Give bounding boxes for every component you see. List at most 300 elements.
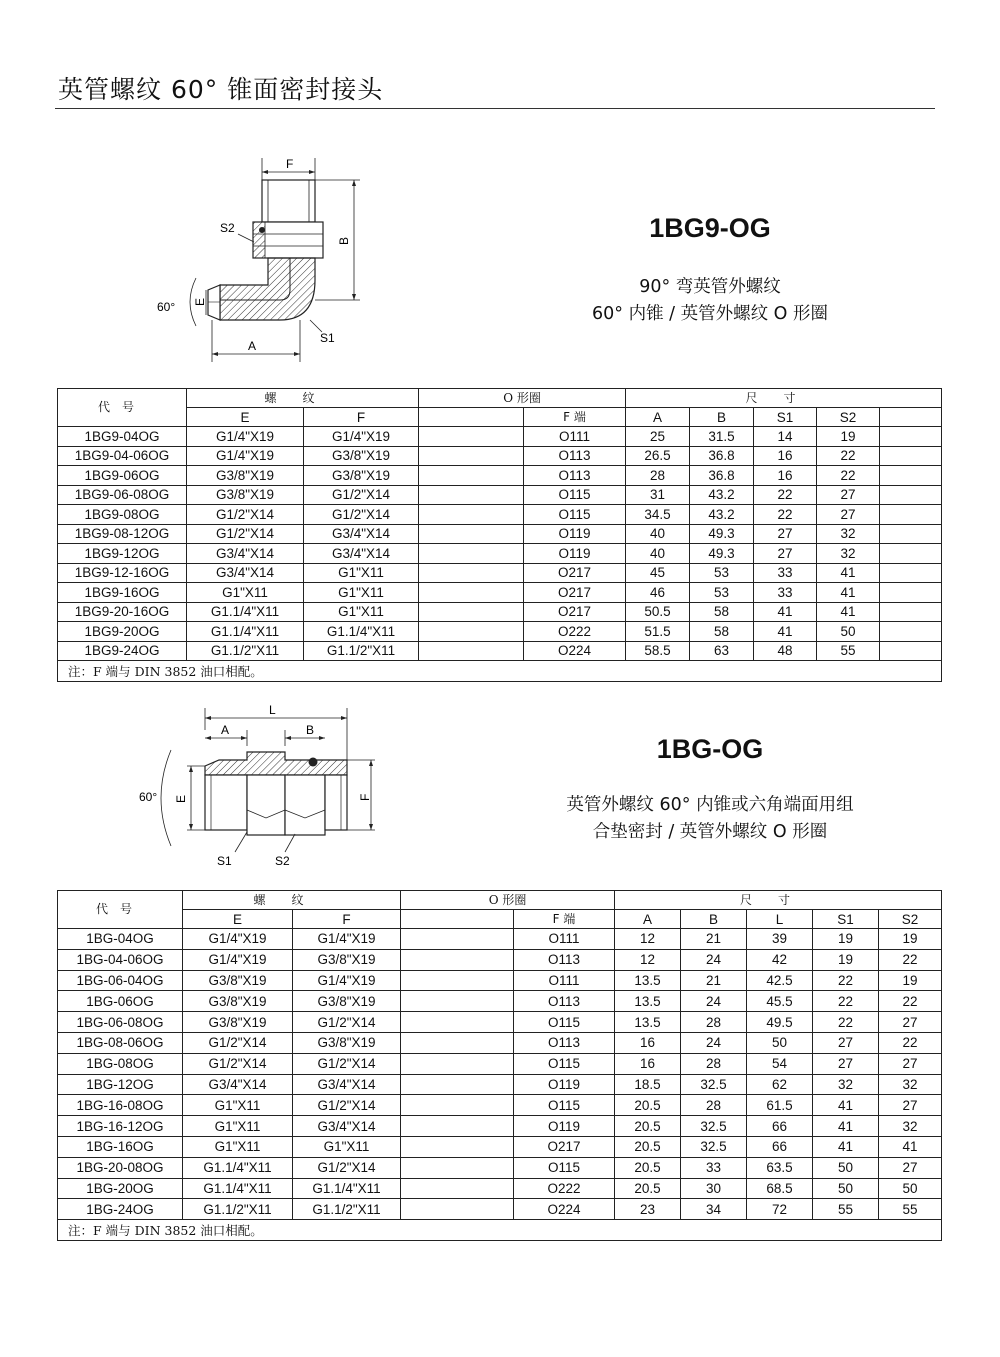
spec-table-1bg9-og — [57, 388, 942, 682]
table-cell-blank — [401, 970, 514, 991]
table-cell: O224 — [514, 1199, 615, 1220]
table-cell: G1.1/4"X11 — [304, 622, 419, 642]
table-cell: G1/2"X14 — [304, 505, 419, 525]
table-cell: 16 — [615, 1032, 681, 1053]
table-cell: O119 — [514, 1074, 615, 1095]
table-cell: 22 — [813, 970, 879, 991]
table-cell: 19 — [813, 929, 879, 950]
table-cell: 41 — [817, 563, 880, 583]
table-cell: G3/8"X19 — [183, 991, 293, 1012]
table-row — [58, 1012, 942, 1033]
table-row — [58, 1199, 942, 1220]
table-cell: 36.8 — [690, 466, 754, 486]
table-cell: 30 — [681, 1178, 747, 1199]
table-cell: 42.5 — [747, 970, 813, 991]
table-cell: 1BG-06OG — [58, 991, 183, 1012]
table-cell: 1BG9-20OG — [58, 622, 187, 642]
spec-table-1bg-og — [57, 890, 942, 1241]
model-1bg9-og: 1BG9-OG — [649, 213, 771, 243]
dim-label-A: A — [248, 339, 257, 353]
table-cell-blank — [401, 991, 514, 1012]
table-row — [58, 1157, 942, 1178]
dim-label-S1: S1 — [217, 854, 232, 868]
table-cell-blank — [880, 622, 942, 642]
table-cell: 53 — [690, 583, 754, 603]
table-cell-blank — [880, 446, 942, 466]
table-cell: 16 — [754, 466, 817, 486]
dim-label-E: E — [174, 794, 188, 803]
table-cell-blank — [880, 427, 942, 447]
table-cell: 28 — [681, 1012, 747, 1033]
table-cell: 41 — [813, 1095, 879, 1116]
table-cell: 27 — [879, 1095, 942, 1116]
table-cell: 22 — [817, 446, 880, 466]
dim-label-S2: S2 — [220, 221, 235, 235]
header-oring: O 形圈 — [419, 389, 626, 408]
table-row — [58, 991, 942, 1012]
table-cell: 22 — [879, 991, 942, 1012]
table-cell: 41 — [879, 1136, 942, 1157]
table-cell: O111 — [524, 427, 626, 447]
table-row — [58, 622, 942, 642]
table-cell-blank — [880, 583, 942, 603]
header-blank — [401, 910, 514, 929]
table-cell: 22 — [813, 991, 879, 1012]
table-cell: 41 — [754, 602, 817, 622]
table-cell: 1BG9-08OG — [58, 505, 187, 525]
table-cell: G1/2"X14 — [187, 505, 304, 525]
table-row — [58, 949, 942, 970]
table-cell: 51.5 — [626, 622, 690, 642]
table-cell-blank — [880, 641, 942, 661]
table-cell: 1BG9-04-06OG — [58, 446, 187, 466]
table-cell: 27 — [813, 1032, 879, 1053]
header-dims: 尺寸 — [626, 389, 942, 408]
table-cell: 63.5 — [747, 1157, 813, 1178]
table-cell: O113 — [514, 949, 615, 970]
table-cell: G1"X11 — [304, 563, 419, 583]
table-cell: 41 — [813, 1136, 879, 1157]
table-cell: 50.5 — [626, 602, 690, 622]
table-cell: 33 — [681, 1157, 747, 1178]
header-F: F — [293, 910, 401, 929]
table-cell: 22 — [879, 1032, 942, 1053]
table-row — [58, 446, 942, 466]
table-cell: O217 — [514, 1136, 615, 1157]
table-cell: 66 — [747, 1116, 813, 1137]
table-cell: O113 — [524, 466, 626, 486]
table-cell: 28 — [626, 466, 690, 486]
angle-label: 60° — [139, 790, 158, 804]
table-cell: 49.3 — [690, 544, 754, 564]
table-cell: G1.1/4"X11 — [183, 1157, 293, 1178]
table-note: 注：F 端与 DIN 3852 油口相配。 — [58, 661, 942, 682]
table-cell: 22 — [879, 949, 942, 970]
table-row — [58, 583, 942, 603]
table-row — [58, 505, 942, 525]
table-cell: G3/8"X19 — [293, 949, 401, 970]
table-cell-blank — [419, 563, 524, 583]
table-cell: 24 — [681, 949, 747, 970]
table-cell: 45.5 — [747, 991, 813, 1012]
table-cell-blank — [401, 1074, 514, 1095]
model-1bg-og: 1BG-OG — [656, 734, 764, 764]
table-cell: 1BG9-04OG — [58, 427, 187, 447]
table-cell: G1.1/2"X11 — [187, 641, 304, 661]
table-cell: 61.5 — [747, 1095, 813, 1116]
table-cell-blank — [419, 466, 524, 486]
header-S2: S2 — [817, 408, 880, 427]
table-cell: G3/4"X14 — [187, 544, 304, 564]
table-cell: 36.8 — [690, 446, 754, 466]
table-cell: O111 — [514, 970, 615, 991]
table-cell: 58.5 — [626, 641, 690, 661]
table-cell: 21 — [681, 929, 747, 950]
table-cell: 40 — [626, 524, 690, 544]
table-cell-blank — [401, 929, 514, 950]
table-cell: 19 — [817, 427, 880, 447]
table-row — [58, 1095, 942, 1116]
table-cell: 1BG9-12-16OG — [58, 563, 187, 583]
table-cell: 32 — [879, 1074, 942, 1095]
table-row — [58, 524, 942, 544]
table-cell: 12 — [615, 949, 681, 970]
table-cell-blank — [401, 1116, 514, 1137]
table-cell: G1/2"X14 — [183, 1032, 293, 1053]
table-cell: 50 — [813, 1178, 879, 1199]
header-F-end: F 端 — [524, 408, 626, 427]
table-cell: 55 — [813, 1199, 879, 1220]
table-cell: 18.5 — [615, 1074, 681, 1095]
table-cell: 34.5 — [626, 505, 690, 525]
table-cell: G1/4"X19 — [293, 970, 401, 991]
table-cell: 1BG-04OG — [58, 929, 183, 950]
table-cell: G1/2"X14 — [293, 1157, 401, 1178]
table-cell: 1BG-04-06OG — [58, 949, 183, 970]
table-cell: 41 — [813, 1116, 879, 1137]
table-cell-blank — [880, 466, 942, 486]
table-cell-blank — [419, 485, 524, 505]
header-B: B — [690, 408, 754, 427]
table-cell: 24 — [681, 1032, 747, 1053]
header-blank — [419, 408, 524, 427]
dim-label-F: F — [358, 793, 372, 801]
table-cell-blank — [419, 446, 524, 466]
table-row — [58, 485, 942, 505]
table-cell: G3/4"X14 — [187, 563, 304, 583]
table-cell: G1.1/4"X11 — [187, 622, 304, 642]
section2-desc-line1: 英管外螺纹 60° 内锥或六角端面用组 — [566, 795, 854, 815]
table-cell: 1BG-06-08OG — [58, 1012, 183, 1033]
table-cell: G1/4"X19 — [187, 427, 304, 447]
dim-label-B: B — [306, 723, 315, 737]
table-cell-blank — [419, 602, 524, 622]
table-cell: 50 — [879, 1178, 942, 1199]
table-cell: 45 — [626, 563, 690, 583]
table-row — [58, 427, 942, 447]
table-cell: G1/2"X14 — [293, 1053, 401, 1074]
table-cell: 1BG-12OG — [58, 1074, 183, 1095]
table-cell: G1"X11 — [183, 1136, 293, 1157]
table-cell: 27 — [754, 524, 817, 544]
header-S2: S2 — [879, 910, 942, 929]
table-cell: G1.1/2"X11 — [183, 1199, 293, 1220]
table-row — [58, 544, 942, 564]
dim-label-L: L — [269, 703, 276, 717]
table-cell: 32 — [817, 544, 880, 564]
table-cell: 19 — [879, 929, 942, 950]
table-cell: 50 — [813, 1157, 879, 1178]
table-cell: 41 — [754, 622, 817, 642]
table-cell: G1/4"X19 — [187, 446, 304, 466]
table-cell: O217 — [524, 563, 626, 583]
header-blank — [880, 408, 942, 427]
dim-label-S1: S1 — [320, 331, 335, 345]
table-cell: G3/4"X14 — [293, 1074, 401, 1095]
table-cell: O217 — [524, 583, 626, 603]
table-cell-blank — [880, 602, 942, 622]
table-cell: 62 — [747, 1074, 813, 1095]
table-cell: 20.5 — [615, 1095, 681, 1116]
table-cell: O111 — [514, 929, 615, 950]
table-row — [58, 466, 942, 486]
table-cell: G1/4"X19 — [183, 929, 293, 950]
table-cell: 12 — [615, 929, 681, 950]
table-cell: 28 — [681, 1095, 747, 1116]
table-cell-blank — [880, 485, 942, 505]
table-cell: 72 — [747, 1199, 813, 1220]
table-cell: O115 — [514, 1095, 615, 1116]
dim-label-B: B — [337, 236, 351, 245]
header-oring: O 形圈 — [401, 891, 615, 910]
table-cell-blank — [401, 1157, 514, 1178]
section1-desc-line2: 60° 内锥 / 英管外螺纹 O 形圈 — [591, 304, 828, 324]
table-row — [58, 1116, 942, 1137]
table-cell: 1BG9-08-12OG — [58, 524, 187, 544]
table-cell: O119 — [524, 544, 626, 564]
elbow-fitting-drawing — [150, 150, 370, 370]
table-row — [58, 1136, 942, 1157]
table-cell: G3/8"X19 — [293, 991, 401, 1012]
table-cell-blank — [401, 1178, 514, 1199]
table-cell: 41 — [817, 602, 880, 622]
table-cell: G1/2"X14 — [187, 524, 304, 544]
table-row — [58, 929, 942, 950]
header-F-end: F 端 — [514, 910, 615, 929]
table-cell: G3/8"X19 — [187, 466, 304, 486]
table-cell: 49.5 — [747, 1012, 813, 1033]
table-row — [58, 970, 942, 991]
table-cell: O115 — [514, 1157, 615, 1178]
table-cell-blank — [419, 544, 524, 564]
table-cell: 39 — [747, 929, 813, 950]
table-cell: 33 — [754, 563, 817, 583]
table-cell: 32.5 — [681, 1116, 747, 1137]
table-cell-blank — [419, 583, 524, 603]
table-cell: 32 — [879, 1116, 942, 1137]
table-cell: 16 — [615, 1053, 681, 1074]
table-cell: 1BG-08OG — [58, 1053, 183, 1074]
table-row — [58, 1178, 942, 1199]
table-cell: G1.1/4"X11 — [187, 602, 304, 622]
table-cell: 58 — [690, 622, 754, 642]
section2-desc-line2: 合垫密封 / 英管外螺纹 O 形圈 — [592, 822, 828, 842]
table-cell: 53 — [690, 563, 754, 583]
table-cell: 22 — [754, 485, 817, 505]
table-row — [58, 641, 942, 661]
table-cell: 58 — [690, 602, 754, 622]
dim-label-A: A — [221, 723, 230, 737]
table-cell: 33 — [754, 583, 817, 603]
table-cell: 27 — [879, 1012, 942, 1033]
header-L: L — [747, 910, 813, 929]
table-cell: G1"X11 — [183, 1116, 293, 1137]
table-cell: 55 — [879, 1199, 942, 1220]
table-cell-blank — [880, 563, 942, 583]
table-cell: O119 — [524, 524, 626, 544]
table-cell: G3/8"X19 — [183, 1012, 293, 1033]
table-cell: 24 — [681, 991, 747, 1012]
table-cell: 1BG-20OG — [58, 1178, 183, 1199]
table-row — [58, 563, 942, 583]
table-cell: 13.5 — [615, 1012, 681, 1033]
table-cell: 1BG9-16OG — [58, 583, 187, 603]
table-cell: G1"X11 — [293, 1136, 401, 1157]
title-divider — [55, 108, 935, 109]
table-cell: O119 — [514, 1116, 615, 1137]
table-cell: G1"X11 — [304, 583, 419, 603]
table-cell: O115 — [524, 505, 626, 525]
table-cell: 40 — [626, 544, 690, 564]
table-cell: 49.3 — [690, 524, 754, 544]
table-cell: G1/4"X19 — [293, 929, 401, 950]
page-title: 英管螺纹 60° 锥面密封接头 — [58, 75, 384, 104]
header-E: E — [187, 408, 304, 427]
straight-fitting-drawing — [135, 700, 385, 875]
table-cell: G3/8"X19 — [304, 466, 419, 486]
table-cell: G1"X11 — [187, 583, 304, 603]
table-cell: 20.5 — [615, 1178, 681, 1199]
table-cell: 27 — [879, 1157, 942, 1178]
table-cell: 1BG9-06OG — [58, 466, 187, 486]
table-cell-blank — [880, 544, 942, 564]
table-cell: O113 — [524, 446, 626, 466]
dim-label-E: E — [193, 297, 207, 306]
table-row — [58, 602, 942, 622]
table-cell: 42 — [747, 949, 813, 970]
table-cell: 50 — [817, 622, 880, 642]
table-cell: G1"X11 — [183, 1095, 293, 1116]
table-cell: 1BG-08-06OG — [58, 1032, 183, 1053]
table-cell: 32.5 — [681, 1136, 747, 1157]
table-cell-blank — [880, 505, 942, 525]
table-cell: G1/4"X19 — [304, 427, 419, 447]
table-cell-blank — [401, 1012, 514, 1033]
table-cell: 1BG-24OG — [58, 1199, 183, 1220]
table-cell: G3/4"X14 — [304, 524, 419, 544]
table-cell: 31.5 — [690, 427, 754, 447]
table-cell: 66 — [747, 1136, 813, 1157]
table-cell: 1BG9-20-16OG — [58, 602, 187, 622]
table-cell-blank — [401, 1032, 514, 1053]
header-code: 代号 — [58, 891, 183, 929]
table-cell: G3/4"X14 — [293, 1116, 401, 1137]
table-cell: O222 — [524, 622, 626, 642]
table-cell: 32 — [813, 1074, 879, 1095]
table-cell: 22 — [817, 466, 880, 486]
table-cell: G3/8"X19 — [304, 446, 419, 466]
table-cell: 23 — [615, 1199, 681, 1220]
header-A: A — [615, 910, 681, 929]
header-code: 代号 — [58, 389, 187, 427]
table-cell: 1BG9-24OG — [58, 641, 187, 661]
table-cell: 55 — [817, 641, 880, 661]
table-cell-blank — [401, 949, 514, 970]
table-cell: 27 — [813, 1053, 879, 1074]
table-cell: 26.5 — [626, 446, 690, 466]
table-cell: 14 — [754, 427, 817, 447]
table-cell-blank — [419, 524, 524, 544]
table-cell: 19 — [879, 970, 942, 991]
header-E: E — [183, 910, 293, 929]
table-cell: 20.5 — [615, 1116, 681, 1137]
header-B: B — [681, 910, 747, 929]
table-cell-blank — [419, 427, 524, 447]
table-cell: G1/4"X19 — [183, 949, 293, 970]
table-cell-blank — [419, 505, 524, 525]
table-cell: O217 — [524, 602, 626, 622]
table-cell: 22 — [813, 1012, 879, 1033]
angle-label: 60° — [157, 300, 176, 314]
header-dims: 尺寸 — [615, 891, 942, 910]
table-cell: G1.1/2"X11 — [293, 1199, 401, 1220]
table-cell: 27 — [817, 505, 880, 525]
table-row — [58, 1053, 942, 1074]
table-cell: 54 — [747, 1053, 813, 1074]
table-cell: 41 — [817, 583, 880, 603]
table-cell: 68.5 — [747, 1178, 813, 1199]
table-cell-blank — [419, 622, 524, 642]
section1-desc-line1: 90° 弯英管外螺纹 — [639, 277, 781, 297]
table-cell: 43.2 — [690, 485, 754, 505]
header-thread: 螺纹 — [183, 891, 401, 910]
table-cell: 20.5 — [615, 1157, 681, 1178]
table-cell: G1/2"X14 — [183, 1053, 293, 1074]
table-cell-blank — [401, 1136, 514, 1157]
table-cell: G1/2"X14 — [293, 1012, 401, 1033]
table-cell: 27 — [754, 544, 817, 564]
table-cell: 31 — [626, 485, 690, 505]
table-cell: G3/8"X19 — [187, 485, 304, 505]
dim-label-F: F — [286, 157, 294, 171]
header-thread: 螺纹 — [187, 389, 419, 408]
table-cell: 28 — [681, 1053, 747, 1074]
table-cell: 20.5 — [615, 1136, 681, 1157]
table-cell: 21 — [681, 970, 747, 991]
table-cell: 50 — [747, 1032, 813, 1053]
table-cell: 32 — [817, 524, 880, 544]
table-cell: 1BG-16-12OG — [58, 1116, 183, 1137]
table-cell: O222 — [514, 1178, 615, 1199]
table-cell: G3/4"X14 — [183, 1074, 293, 1095]
table-cell: O224 — [524, 641, 626, 661]
table-row — [58, 1074, 942, 1095]
table-cell: G1.1/4"X11 — [293, 1178, 401, 1199]
table-cell: 1BG-20-08OG — [58, 1157, 183, 1178]
table-cell: 43.2 — [690, 505, 754, 525]
table-cell-blank — [401, 1053, 514, 1074]
table-cell: O115 — [514, 1012, 615, 1033]
